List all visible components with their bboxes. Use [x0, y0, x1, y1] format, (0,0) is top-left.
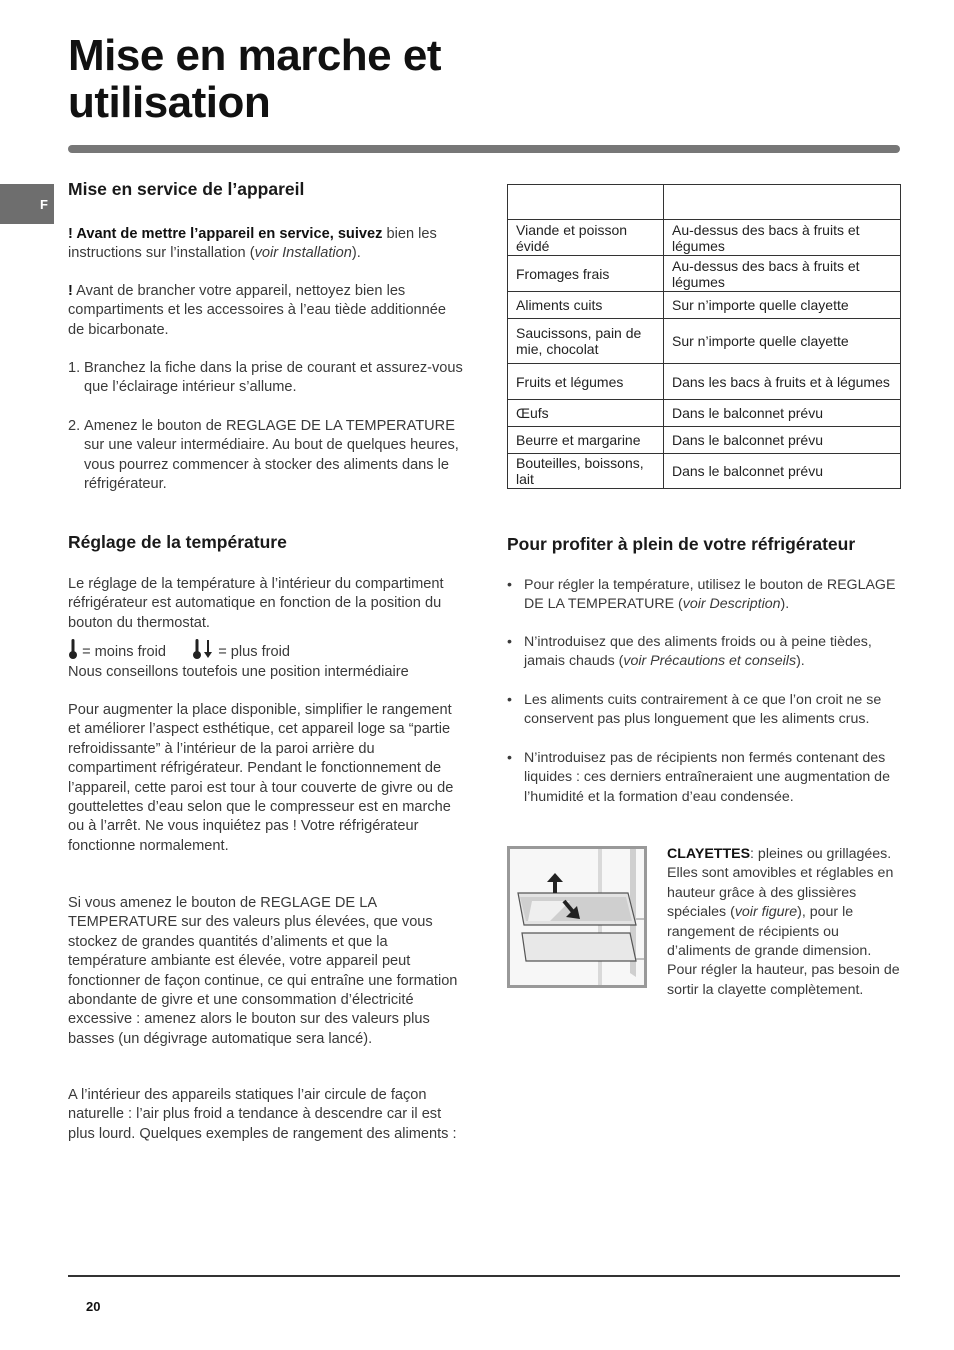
table-cell-food: Fromages frais: [508, 256, 664, 292]
table-row: [508, 400, 901, 427]
table-row: [508, 319, 901, 364]
setup-warning-1-end: ).: [351, 245, 361, 262]
tip-item: [507, 576, 899, 615]
table-cell-food: Saucissons, pain de mie, chocolat: [508, 319, 664, 364]
setup-warning-2: [68, 282, 463, 340]
legend-less-cold: = moins froid: [82, 644, 167, 661]
shelf-illustration: [507, 846, 647, 988]
tip-end: ).: [780, 596, 790, 613]
setup-warning-1-text: bien les instructions sur l’installation (: [68, 226, 437, 262]
title-divider: [68, 145, 900, 153]
step-number: 1.: [68, 360, 81, 376]
table-cell-location: Dans les bacs à fruits et à légumes: [664, 364, 901, 400]
table-cell-location: Sur n’importe quelle clayette: [664, 319, 901, 364]
tip-text: Les aliments cuits contrairement à ce que l’on croit ne se conservent pas plus longuement que les aliments crus.: [524, 692, 882, 728]
setup-warning-1-bold: ! Avant de mettre l’appareil en service, suivez: [68, 226, 383, 242]
shelves-description: [667, 845, 901, 1000]
tip-text: Pour régler la température, utilisez le bouton de REGLAGE DE LA TEMPERATURE (: [524, 577, 896, 613]
legend-more-cold: = plus froid: [218, 644, 290, 661]
tip-item: [507, 633, 899, 672]
section-heading-setup: Mise en service de l’appareil: [68, 179, 305, 199]
tip-text: N’introduisez pas de récipients non fermés contenant des liquides : ces derniers entraîneraient une augmentation de l’humidité et la formation d’eau condensée.: [524, 750, 890, 805]
section-heading-tips: Pour profiter à plein de votre réfrigérateur: [507, 534, 856, 554]
table-cell-location: Au-dessus des bacs à fruits et légumes: [664, 256, 901, 292]
tip-link: voir Description: [682, 596, 781, 613]
table-cell-food: Œufs: [508, 400, 664, 427]
step-text: Amenez le bouton de REGLAGE DE LA TEMPERATURE sur une valeur intermédiaire. Au bout de quelques heures, vous pourrez commencer à stocker des aliments dans le réfrigérateur.: [84, 418, 459, 493]
table-row: [508, 220, 901, 256]
storage-table: [507, 184, 901, 489]
shelves-text: Elles sont amovibles et réglables en hauteur grâce à des glissières spéciales (: [667, 865, 894, 921]
table-cell-location: Sur n’importe quelle clayette: [664, 292, 901, 319]
tip-end: ).: [796, 653, 805, 670]
page-title: [68, 32, 668, 126]
table-cell-food: Aliments cuits: [508, 292, 664, 319]
table-cell-location: Dans le balconnet prévu: [664, 427, 901, 454]
setup-step-2: [68, 417, 463, 495]
tip-link: voir Précautions et conseils: [623, 653, 797, 670]
table-header-row: [508, 185, 901, 220]
table-cell-food: Beurre et margarine: [508, 427, 664, 454]
tip-item: [507, 749, 899, 807]
bullet: •: [507, 692, 512, 708]
temperature-intro: Le réglage de la température à l’intérieur du compartiment réfrigérateur est automatique en fonction de la position du bouton du thermostat.: [68, 576, 444, 631]
shelves-text-end: ), pour le rangement de récipients ou d’aliments de grande dimension. Pour régler la hauteur, pas besoin de sortir la clayette complètement.: [667, 904, 900, 998]
step-number: 2.: [68, 418, 81, 434]
table-cell-food: Fruits et légumes: [508, 364, 664, 400]
setup-step-1: [68, 359, 463, 398]
bullet: •: [507, 577, 512, 593]
air-circulation-paragraph: A l’intérieur des appareils statiques l’air circule de façon naturelle : l’air plus froid a tendance à descendre car il est plus lourd. Quelques exemples de rangement des aliments :: [68, 1087, 457, 1142]
language-tab: F: [0, 184, 54, 224]
table-row: [508, 454, 901, 489]
bullet: •: [507, 634, 512, 650]
high-setting-paragraph: Si vous amenez le bouton de REGLAGE DE LA TEMPERATURE sur des valeurs plus élevées, que vous stockez de grandes quantités d’aliments et que la température ambiante est élevée, votre appareil peut fonctionner de façon continue, ce qui entraîne une formation abondante de givre et une consommation d’électricité excessive : amenez alors le bouton sur des valeurs plus basses (un dégivrage automatique sera lancé).: [68, 895, 458, 1047]
table-cell-location: Dans le balconnet prévu: [664, 400, 901, 427]
table-row: [508, 364, 901, 400]
setup-warning-1-link: voir Installation: [254, 245, 352, 262]
warning-mark: !: [68, 283, 73, 299]
tip-text: N’introduisez que des aliments froids ou à peine tièdes, jamais chauds (: [524, 634, 872, 670]
shelves-label-rest: : pleines ou grillagées.: [750, 846, 892, 862]
table-header-cell: [508, 185, 664, 220]
table-cell-location: Au-dessus des bacs à fruits et légumes: [664, 220, 901, 256]
table-row: [508, 292, 901, 319]
table-row: [508, 427, 901, 454]
shelves-figure-link: voir figure: [734, 904, 798, 921]
tip-item: [507, 691, 899, 730]
shelf-figure-icon: [510, 849, 644, 985]
table-cell-food: Bouteilles, boissons, lait: [508, 454, 664, 489]
cooling-wall-paragraph: Pour augmenter la place disponible, simplifier le rangement et améliorer l’aspect esthétique, cet appareil loge sa “partie refroidissante” à l’intérieur de la paroi arrière du compartiment réfrigérateur. Pendant le fonctionnement de l’appareil, cette paroi est tour à tour couverte de givre ou de gouttelettes d’eau selon que le compresseur est en marche ou à l’arrêt. Ne vous inquiétez pas ! Votre réfrigérateur fonctionne normalement.: [68, 702, 454, 854]
table-cell-food: Viande et poisson évidé: [508, 220, 664, 256]
temperature-recommendation: Nous conseillons toutefois une position intermédiaire: [68, 664, 409, 680]
table-cell-location: Dans le balconnet prévu: [664, 454, 901, 489]
setup-warning-1: [68, 225, 463, 264]
setup-warning-2-text: Avant de brancher votre appareil, nettoyez bien les compartiments et les accessoires à l’eau tiède additionnée de bicarbonate.: [68, 283, 447, 338]
page-title-line1: Mise en marche et: [68, 31, 441, 80]
page-number: 20: [86, 1299, 101, 1314]
bullet: •: [507, 750, 512, 766]
footer-divider: [68, 1275, 900, 1277]
shelves-label: CLAYETTES: [667, 846, 751, 862]
table-row: [508, 256, 901, 292]
section-heading-temperature: Réglage de la température: [68, 532, 287, 552]
table-header-cell: [664, 185, 901, 220]
page-title-line2: utilisation: [68, 78, 271, 127]
step-text: Branchez la fiche dans la prise de courant et assurez-vous que l’éclairage intérieur s’allume.: [84, 360, 463, 396]
